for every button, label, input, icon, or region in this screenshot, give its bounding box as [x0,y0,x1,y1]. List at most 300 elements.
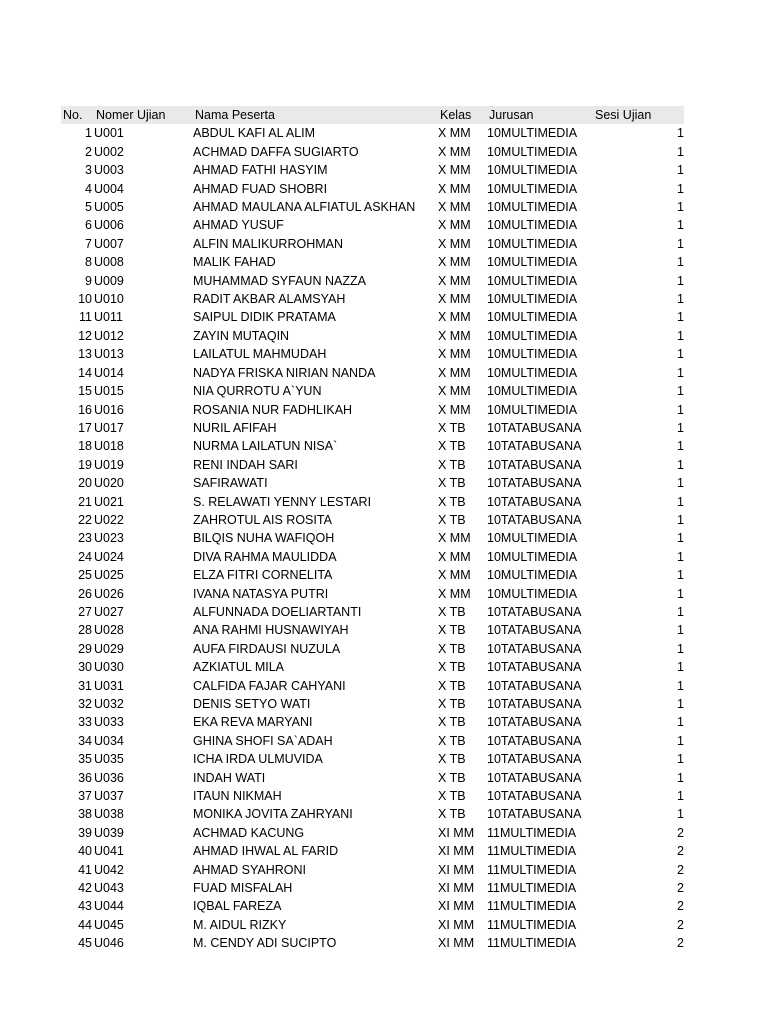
cell-jurusan: 10TATABUSANA [487,457,582,472]
cell-jurusan: 10TATABUSANA [487,807,582,822]
table-row [61,493,684,511]
cell-kelas: X TB [438,715,466,730]
cell-jurusan: 10TATABUSANA [487,770,582,785]
cell-jurusan: 10MULTIMEDIA [487,586,578,601]
cell-nama-peserta: AHMAD MAULANA ALFIATUL ASKHAN [193,200,416,215]
cell-nomer-ujian: U022 [94,512,124,527]
cell-nama-peserta: ZAYIN MUTAQIN [193,328,290,343]
header-no: No. [61,106,94,124]
cell-jurusan: 10TATABUSANA [487,623,582,638]
cell-jurusan: 10MULTIMEDIA [487,292,578,307]
cell-sesi-ujian: 1 [677,144,684,159]
table-row [61,345,684,363]
cell-sesi-ujian: 2 [677,825,684,840]
cell-sesi-ujian: 1 [677,273,684,288]
table-row [61,897,684,915]
cell-sesi-ujian: 2 [677,917,684,932]
cell-sesi-ujian: 2 [677,881,684,896]
cell-jurusan: 10TATABUSANA [487,512,582,527]
cell-no: 7 [85,236,92,251]
cell-nama-peserta: ZAHROTUL AIS ROSITA [193,512,332,527]
cell-no: 15 [78,384,92,399]
cell-jurusan: 10MULTIMEDIA [487,310,578,325]
cell-nama-peserta: DENIS SETYO WATI [193,697,311,711]
cell-sesi-ujian: 1 [677,236,684,251]
table-row [61,787,684,805]
cell-nomer-ujian: U006 [94,218,124,233]
cell-sesi-ujian: 1 [677,586,684,601]
cell-no: 18 [78,439,92,454]
cell-nomer-ujian: U025 [94,568,124,583]
table-row [61,364,684,382]
cell-nama-peserta: RADIT AKBAR ALAMSYAH [193,292,346,307]
cell-kelas: X MM [438,126,471,141]
cell-nomer-ujian: U014 [94,365,124,380]
table-row [61,861,684,879]
cell-sesi-ujian: 1 [677,789,684,804]
cell-no: 11 [79,310,92,325]
cell-no: 40 [78,844,92,859]
cell-no: 16 [78,402,92,417]
cell-kelas: X MM [438,365,471,380]
cell-nomer-ujian: U029 [94,641,124,656]
cell-nomer-ujian: U004 [94,181,124,196]
table-row [61,695,684,713]
header-nomer-ujian: Nomer Ujian [94,106,193,124]
cell-nomer-ujian: U042 [94,862,124,877]
cell-nomer-ujian: U005 [94,200,124,215]
cell-nama-peserta: NADYA FRISKA NIRIAN NANDA [193,365,376,380]
cell-sesi-ujian: 1 [677,476,684,491]
cell-jurusan: 10MULTIMEDIA [487,328,578,343]
cell-no: 32 [78,697,92,711]
participant-table-container [61,106,684,953]
cell-nomer-ujian: U002 [94,144,124,159]
cell-sesi-ujian: 1 [677,770,684,785]
cell-nama-peserta: SAIPUL DIDIK PRATAMA [193,310,336,325]
cell-nama-peserta: NURIL AFIFAH [193,420,277,435]
cell-sesi-ujian: 1 [677,181,684,196]
cell-kelas: X TB [438,439,466,454]
cell-no: 45 [78,936,92,951]
cell-nomer-ujian: U044 [94,899,124,914]
table-row [61,161,684,179]
cell-nama-peserta: LAILATUL MAHMUDAH [193,347,327,362]
cell-nama-peserta: ALFUNNADA DOELIARTANTI [193,604,362,619]
cell-sesi-ujian: 2 [677,936,684,951]
cell-jurusan: 10MULTIMEDIA [487,200,578,215]
header-nama-peserta: Nama Peserta [193,106,438,124]
cell-nama-peserta: RENI INDAH SARI [193,457,298,472]
cell-nama-peserta: M. CENDY ADI SUCIPTO [193,936,337,951]
cell-no: 33 [78,715,92,730]
cell-sesi-ujian: 1 [677,347,684,362]
cell-sesi-ujian: 1 [677,384,684,399]
cell-sesi-ujian: 2 [677,862,684,877]
cell-nama-peserta: CALFIDA FAJAR CAHYANI [193,678,346,693]
cell-no: 21 [78,494,92,509]
cell-nomer-ujian: U046 [94,936,124,951]
cell-sesi-ujian: 1 [677,218,684,233]
cell-jurusan: 10MULTIMEDIA [487,255,578,270]
cell-kelas: XI MM [438,844,475,859]
cell-sesi-ujian: 1 [677,733,684,748]
cell-no: 22 [78,512,92,527]
cell-no: 31 [78,678,92,693]
cell-no: 9 [85,273,92,288]
cell-jurusan: 10MULTIMEDIA [487,218,578,233]
cell-kelas: X TB [438,494,466,509]
cell-kelas: X MM [438,586,471,601]
cell-nama-peserta: IVANA NATASYA PUTRI [193,586,329,601]
table-row [61,216,684,234]
cell-nomer-ujian: U037 [94,789,124,804]
cell-nama-peserta: MUHAMMAD SYFAUN NAZZA [193,273,366,288]
cell-jurusan: 10MULTIMEDIA [487,126,578,141]
cell-kelas: X MM [438,218,471,233]
cell-jurusan: 11MULTIMEDIA [487,917,577,932]
cell-nomer-ujian: U031 [94,678,124,693]
cell-nomer-ujian: U039 [94,825,124,840]
cell-jurusan: 10TATABUSANA [487,715,582,730]
cell-nomer-ujian: U043 [94,881,124,896]
cell-nomer-ujian: U033 [94,715,124,730]
cell-nama-peserta: ALFIN MALIKURROHMAN [193,236,344,251]
cell-nama-peserta: ROSANIA NUR FADHLIKAH [193,402,353,417]
table-row [61,272,684,290]
cell-kelas: X TB [438,752,466,767]
table-row [61,879,684,897]
cell-jurusan: 10MULTIMEDIA [487,273,578,288]
cell-kelas: X MM [438,236,471,251]
cell-nama-peserta: ICHA IRDA ULMUVIDA [193,752,323,767]
cell-no: 3 [85,163,92,178]
cell-no: 12 [78,328,92,343]
cell-nomer-ujian: U035 [94,752,124,767]
cell-kelas: X MM [438,568,471,583]
cell-jurusan: 10TATABUSANA [487,604,582,619]
cell-nama-peserta: MONIKA JOVITA ZAHRYANI [193,807,353,822]
cell-jurusan: 11MULTIMEDIA [487,862,577,877]
cell-jurusan: 10TATABUSANA [487,439,582,454]
table-row [61,842,684,860]
cell-no: 25 [78,568,92,583]
cell-kelas: X TB [438,457,466,472]
cell-jurusan: 10MULTIMEDIA [487,347,578,362]
cell-kelas: X MM [438,181,471,196]
header-row [61,106,684,124]
cell-nomer-ujian: U018 [94,439,124,454]
cell-sesi-ujian: 2 [677,844,684,859]
table-row [61,769,684,787]
cell-sesi-ujian: 1 [677,549,684,564]
table-row [61,603,684,621]
cell-no: 20 [78,476,92,491]
cell-kelas: X MM [438,200,471,215]
cell-no: 27 [78,604,92,619]
cell-nomer-ujian: U001 [94,126,124,141]
table-row [61,511,684,529]
cell-no: 10 [78,292,92,307]
cell-nomer-ujian: U021 [94,494,124,509]
cell-nomer-ujian: U027 [94,604,124,619]
cell-no: 39 [78,825,92,840]
cell-sesi-ujian: 1 [677,420,684,435]
cell-no: 26 [78,586,92,601]
cell-jurusan: 10TATABUSANA [487,420,582,435]
table-row [61,308,684,326]
cell-jurusan: 11MULTIMEDIA [487,844,577,859]
participant-table [61,106,684,953]
cell-jurusan: 10TATABUSANA [487,789,582,804]
cell-sesi-ujian: 2 [677,899,684,914]
table-row [61,566,684,584]
cell-no: 4 [85,181,92,196]
cell-jurusan: 10TATABUSANA [487,697,582,711]
cell-sesi-ujian: 1 [677,807,684,822]
cell-jurusan: 10MULTIMEDIA [487,163,578,178]
cell-jurusan: 10TATABUSANA [487,678,582,693]
cell-kelas: X MM [438,549,471,564]
cell-kelas: X MM [438,310,471,325]
table-row [61,713,684,731]
cell-nomer-ujian: U009 [94,273,124,288]
cell-jurusan: 10TATABUSANA [487,733,582,748]
cell-nama-peserta: SAFIRAWATI [193,476,268,491]
table-row [61,290,684,308]
cell-sesi-ujian: 1 [677,494,684,509]
cell-nomer-ujian: U024 [94,549,124,564]
cell-sesi-ujian: 1 [677,623,684,638]
cell-nama-peserta: FUAD MISFALAH [193,881,293,896]
cell-nama-peserta: AHMAD SYAHRONI [193,862,306,877]
table-row [61,235,684,253]
table-row [61,198,684,216]
cell-nomer-ujian: U045 [94,917,124,932]
cell-nomer-ujian: U034 [94,733,124,748]
cell-kelas: X TB [438,733,466,748]
cell-kelas: X MM [438,328,471,343]
table-row [61,805,684,823]
cell-kelas: X MM [438,163,471,178]
cell-nomer-ujian: U003 [94,163,124,178]
cell-kelas: XI MM [438,899,475,914]
table-row [61,732,684,750]
cell-nomer-ujian: U028 [94,623,124,638]
cell-jurusan: 10MULTIMEDIA [487,549,578,564]
cell-nomer-ujian: U017 [94,420,124,435]
cell-nomer-ujian: U019 [94,457,124,472]
cell-nama-peserta: BILQIS NUHA WAFIQOH [193,531,335,546]
table-row [61,419,684,437]
cell-nama-peserta: GHINA SHOFI SA`ADAH [193,733,333,748]
table-row [61,124,684,142]
cell-sesi-ujian: 1 [677,328,684,343]
table-row [61,529,684,547]
cell-jurusan: 10MULTIMEDIA [487,181,578,196]
cell-sesi-ujian: 1 [677,200,684,215]
cell-sesi-ujian: 1 [677,604,684,619]
cell-no: 38 [78,807,92,822]
table-row [61,382,684,400]
cell-nomer-ujian: U026 [94,586,124,601]
cell-no: 14 [78,365,92,380]
cell-no: 17 [78,420,92,435]
cell-kelas: X TB [438,420,466,435]
cell-kelas: X TB [438,807,466,822]
cell-no: 30 [78,660,92,675]
cell-nama-peserta: AHMAD FATHI HASYIM [193,163,328,178]
cell-sesi-ujian: 1 [677,126,684,141]
table-row [61,401,684,419]
header-sesi-ujian: Sesi Ujian [593,106,684,124]
cell-jurusan: 10MULTIMEDIA [487,384,578,399]
cell-nomer-ujian: U041 [94,844,124,859]
cell-kelas: X TB [438,678,466,693]
cell-sesi-ujian: 1 [677,365,684,380]
cell-nomer-ujian: U038 [94,807,124,822]
table-row [61,658,684,676]
cell-no: 6 [85,218,92,233]
cell-no: 29 [78,641,92,656]
cell-nama-peserta: NIA QURROTU A`YUN [193,384,322,399]
cell-jurusan: 10MULTIMEDIA [487,402,578,417]
cell-no: 8 [85,255,92,270]
cell-nama-peserta: MALIK FAHAD [193,255,276,270]
cell-nomer-ujian: U015 [94,384,124,399]
cell-nomer-ujian: U010 [94,292,124,307]
cell-sesi-ujian: 1 [677,163,684,178]
cell-no: 43 [78,899,92,914]
table-body [61,124,684,952]
cell-jurusan: 11MULTIMEDIA [487,825,577,840]
cell-nomer-ujian: U012 [94,328,124,343]
cell-sesi-ujian: 1 [677,512,684,527]
cell-sesi-ujian: 1 [677,531,684,546]
cell-nomer-ujian: U036 [94,770,124,785]
cell-nomer-ujian: U032 [94,697,124,711]
table-header [61,106,684,124]
cell-no: 35 [78,752,92,767]
table-row [61,677,684,695]
cell-nomer-ujian: U020 [94,476,124,491]
cell-nama-peserta: DIVA RAHMA MAULIDDA [193,549,337,564]
table-row [61,585,684,603]
cell-sesi-ujian: 1 [677,715,684,730]
cell-jurusan: 10MULTIMEDIA [487,144,578,159]
cell-kelas: X TB [438,476,466,491]
cell-kelas: X MM [438,347,471,362]
table-row [61,180,684,198]
table-row [61,934,684,952]
cell-nama-peserta: AZKIATUL MILA [193,660,284,675]
cell-kelas: X MM [438,384,471,399]
cell-kelas: X MM [438,292,471,307]
cell-no: 28 [78,623,92,638]
cell-nomer-ujian: U016 [94,402,124,417]
cell-jurusan: 10MULTIMEDIA [487,365,578,380]
cell-sesi-ujian: 1 [677,697,684,711]
cell-nama-peserta: ABDUL KAFI AL ALIM [193,126,316,141]
cell-no: 1 [85,126,92,141]
table-row [61,548,684,566]
cell-sesi-ujian: 1 [677,641,684,656]
cell-no: 24 [78,549,92,564]
cell-nama-peserta: AHMAD FUAD SHOBRI [193,181,328,196]
table-row [61,621,684,639]
table-row [61,327,684,345]
cell-nomer-ujian: U023 [94,531,124,546]
cell-kelas: X MM [438,402,471,417]
table-row [61,824,684,842]
cell-nama-peserta: ACHMAD KACUNG [193,825,305,840]
table-row [61,437,684,455]
table-row [61,474,684,492]
cell-kelas: X MM [438,144,471,159]
cell-nama-peserta: EKA REVA MARYANI [193,715,313,730]
cell-kelas: XI MM [438,936,475,951]
cell-jurusan: 11MULTIMEDIA [487,899,577,914]
cell-kelas: XI MM [438,917,475,932]
cell-nama-peserta: AHMAD IHWAL AL FARID [193,844,339,859]
cell-nomer-ujian: U007 [94,236,124,251]
cell-nomer-ujian: U011 [94,310,123,325]
cell-no: 36 [78,770,92,785]
cell-kelas: X MM [438,531,471,546]
cell-sesi-ujian: 1 [677,752,684,767]
cell-kelas: X TB [438,697,466,711]
cell-nama-peserta: AUFA FIRDAUSI NUZULA [193,641,341,656]
table-row [61,456,684,474]
cell-kelas: XI MM [438,862,475,877]
cell-kelas: X TB [438,604,466,619]
cell-kelas: X TB [438,623,466,638]
cell-nama-peserta: ACHMAD DAFFA SUGIARTO [193,144,359,159]
table-row [61,750,684,768]
cell-nomer-ujian: U008 [94,255,124,270]
cell-nama-peserta: ANA RAHMI HUSNAWIYAH [193,623,349,638]
cell-nama-peserta: ELZA FITRI CORNELITA [193,568,333,583]
table-row [61,253,684,271]
cell-nama-peserta: ITAUN NIKMAH [193,789,282,804]
cell-no: 37 [78,789,92,804]
cell-jurusan: 10MULTIMEDIA [487,236,578,251]
cell-no: 23 [78,531,92,546]
cell-nama-peserta: INDAH WATI [193,770,266,785]
cell-sesi-ujian: 1 [677,439,684,454]
cell-sesi-ujian: 1 [677,292,684,307]
cell-kelas: X MM [438,273,471,288]
cell-sesi-ujian: 1 [677,568,684,583]
table-row [61,143,684,161]
cell-kelas: X TB [438,641,466,656]
cell-kelas: X TB [438,660,466,675]
cell-kelas: X TB [438,770,466,785]
cell-kelas: XI MM [438,825,475,840]
cell-jurusan: 10TATABUSANA [487,641,582,656]
header-jurusan: Jurusan [487,106,593,124]
cell-jurusan: 10TATABUSANA [487,660,582,675]
cell-jurusan: 10TATABUSANA [487,494,582,509]
cell-nama-peserta: M. AIDUL RIZKY [193,917,287,932]
table-row [61,916,684,934]
cell-jurusan: 11MULTIMEDIA [487,881,577,896]
cell-no: 42 [78,881,92,896]
cell-kelas: X TB [438,512,466,527]
cell-sesi-ujian: 1 [677,310,684,325]
cell-no: 2 [85,144,92,159]
cell-no: 5 [85,200,92,215]
